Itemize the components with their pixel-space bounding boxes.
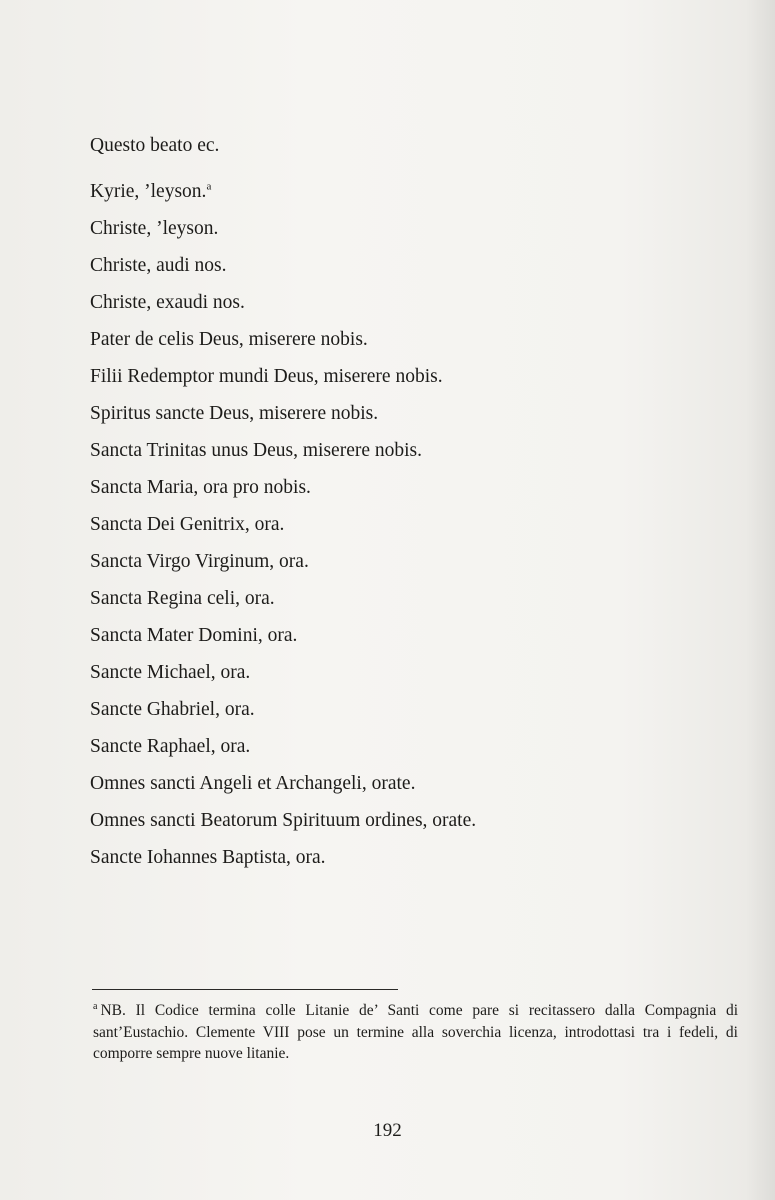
text-line: Sancte Michael, ora.: [90, 662, 251, 683]
footnote-reference: a: [206, 180, 212, 193]
text-line: Sancta Virgo Virginum, ora.: [90, 551, 309, 572]
footnote-divider: [92, 989, 398, 990]
footnote-marker: a: [93, 1000, 98, 1012]
text-line: Omnes sancti Angeli et Archangeli, orate.: [90, 773, 416, 794]
footnote: [93, 1000, 738, 1065]
text-line: Christe, ’leyson.: [90, 218, 219, 239]
litany-text: [90, 127, 730, 876]
footnote-text: NB. Il Codice termina colle Litanie de’ Santi come pare si recitassero dalla Compagnia di sant’Eustachio. Clemente VIII pose un termine alla soverchia licenza, introdottasi tra i fedeli, di comporre sempre nuove litanie.: [93, 1002, 738, 1062]
text-line: Filii Redemptor mundi Deus, miserere nobis.: [90, 366, 443, 387]
text-line: Pater de celis Deus, miserere nobis.: [90, 329, 368, 350]
text-line: Sancta Dei Genitrix, ora.: [90, 514, 285, 535]
text-line: Sancta Mater Domini, ora.: [90, 625, 298, 646]
text-line: Spiritus sancte Deus, miserere nobis.: [90, 403, 379, 424]
text-line: Sancte Ghabriel, ora.: [90, 699, 255, 720]
text-line: Sancta Trinitas unus Deus, miserere nobis.: [90, 440, 423, 461]
text-line: Sancte Raphael, ora.: [90, 736, 251, 757]
text-line: Sancta Regina celi, ora.: [90, 588, 275, 609]
text-line: Sancte Iohannes Baptista, ora.: [90, 847, 326, 868]
text-line: Sancta Maria, ora pro nobis.: [90, 477, 311, 498]
text-line: Questo beato ec.: [90, 135, 220, 156]
page-edge-shadow: [745, 0, 775, 1200]
text-line: Christe, audi nos.: [90, 255, 227, 276]
text-line: Kyrie, ’leyson.$^a$: [90, 180, 212, 202]
text-line: Omnes sancti Beatorum Spirituum ordines, orate.: [90, 810, 477, 831]
page-number: 192: [373, 1120, 402, 1141]
text-line: Christe, exaudi nos.: [90, 292, 245, 313]
